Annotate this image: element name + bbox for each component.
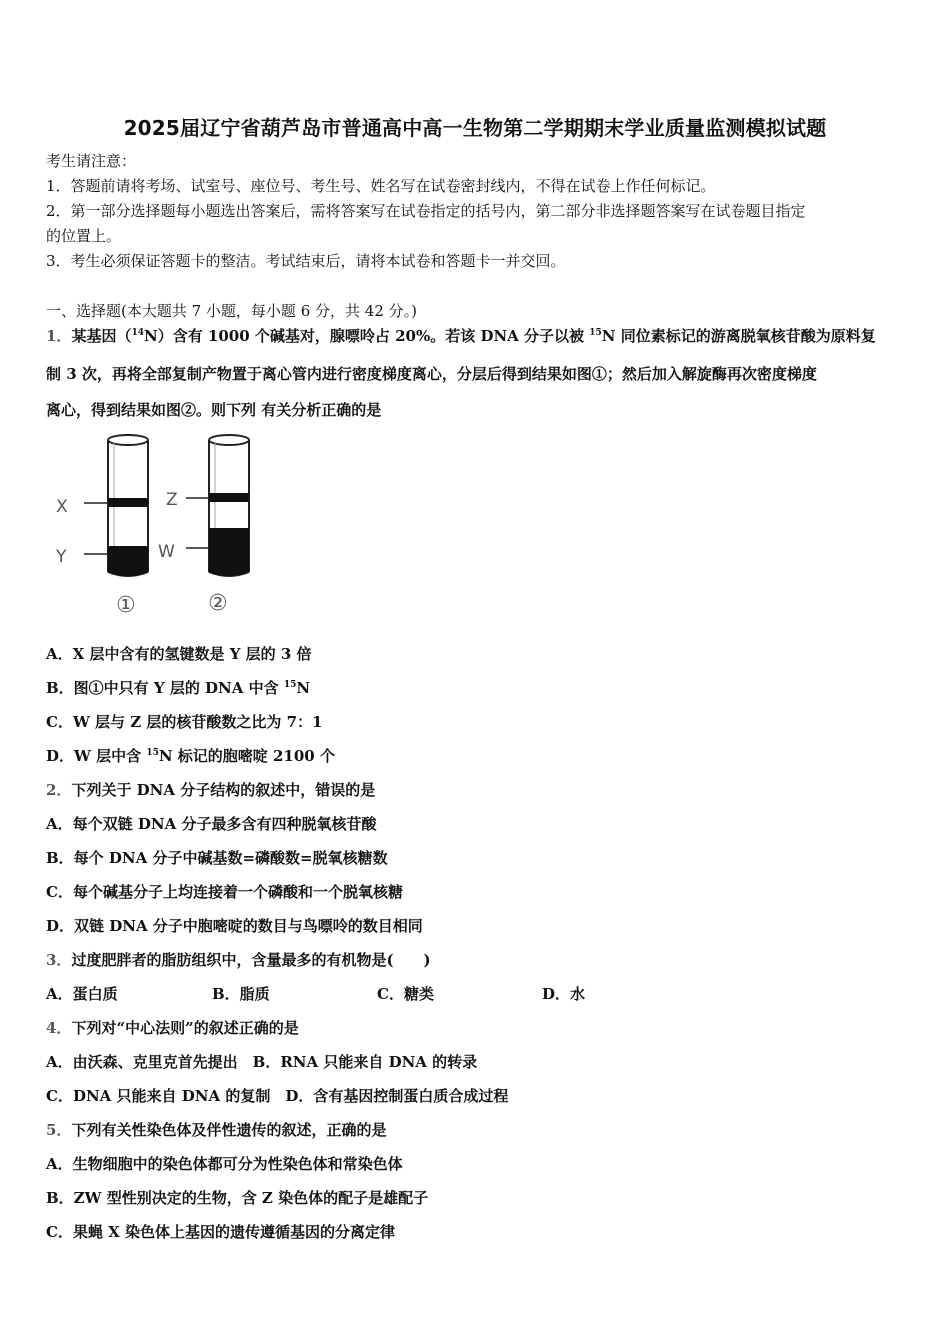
tube-1 — [108, 435, 148, 576]
q3-option-c: C．糖类 — [377, 985, 434, 1003]
q3-option-a: A．蛋白质 — [46, 985, 118, 1003]
notice-item-2: 2．第一部分选择题每小题选出答案后，需将答案写在试卷指定的括号内，第二部分非选择题答案写在试卷题目指定 — [46, 202, 806, 220]
notice-item-3: 3．考生必须保证答题卡的整洁。考试结束后，请将本试卷和答题卡一并交回。 — [46, 252, 566, 270]
q1-option-b-sup: 15 — [283, 680, 297, 690]
q1-stem-line1 — [46, 325, 876, 347]
q3-option-b: B．脂质 — [212, 985, 270, 1003]
q1-option-d-tail: N 标记的胞嘧啶 2100 个 — [158, 747, 335, 765]
q1-isotope-14: 14 — [131, 328, 144, 338]
q1-stem-line3: 离心，得到结果如图②。则下列 有关分析正确的是 — [46, 401, 382, 419]
q5-stem — [46, 1119, 386, 1141]
caption-1: ① — [116, 593, 136, 618]
q2-option-a: A．每个双链 DNA 分子最多含有四种脱氧核苷酸 — [46, 815, 377, 833]
q5-stem-text: 下列有关性染色体及伴性遗传的叙述，正确的是 — [71, 1121, 387, 1139]
q1-text-c: N 同位素标记的游离脱氧核苷酸为原料复 — [601, 327, 876, 345]
q1-isotope-15: 15 — [589, 328, 602, 338]
q2-number: 2． — [46, 781, 72, 799]
centrifuge-figure — [46, 430, 266, 620]
q2-stem-text: 下列关于 DNA 分子结构的叙述中，错误的是 — [71, 781, 376, 799]
label-z: Z — [166, 490, 178, 510]
q3-number: 3． — [46, 951, 72, 969]
page-title: 2025届辽宁省葫芦岛市普通高中高一生物第二学期期末学业质量监测模拟试题 — [123, 116, 827, 140]
q1-text-b: N）含有 1000 个碱基对，腺嘌呤占 20%。若该 DNA 分子以被 — [143, 327, 590, 345]
label-y: Y — [56, 547, 67, 567]
q4-options-row1: A．由沃森、克里克首先提出 B．RNA 只能来自 DNA 的转录 — [46, 1053, 478, 1071]
q2-option-d: D．双链 DNA 分子中胞嘧啶的数目与鸟嘌呤的数目相同 — [46, 917, 423, 935]
band-w — [209, 528, 249, 576]
q2-option-c: C．每个碱基分子上均连接着一个磷酸和一个脱氧核糖 — [46, 883, 403, 901]
section-heading: 一、选择题(本大题共 7 小题，每小题 6 分，共 42 分。) — [46, 302, 417, 320]
q3-option-d: D．水 — [542, 985, 586, 1003]
band-y — [108, 546, 148, 576]
q4-stem-text: 下列对“中心法则”的叙述正确的是 — [71, 1019, 299, 1037]
q1-option-d — [46, 745, 335, 767]
q1-option-b — [46, 677, 310, 699]
label-w: W — [158, 542, 175, 562]
notice-item-1: 1．答题前请将考场、试室号、座位号、考生号、姓名写在试卷密封线内，不得在试卷上作任何标记。 — [46, 177, 716, 195]
q1-number: 1． — [46, 327, 72, 345]
q1-stem-line2: 制 3 次，再将全部复制产物置于离心管内进行密度梯度离心，分层后得到结果如图①；然后加入解旋酶再次密度梯度 — [46, 365, 817, 383]
q1-option-b-tail: N — [296, 679, 311, 697]
q3-stem-text: 过度肥胖者的脂肪组织中，含量最多的有机物是( ) — [71, 951, 431, 969]
q1-option-b-text: B．图①中只有 Y 层的 DNA 中含 — [46, 679, 284, 697]
q1-option-a: A．X 层中含有的氢键数是 Y 层的 3 倍 — [46, 645, 312, 663]
notice-item-2-cont: 的位置上。 — [46, 227, 122, 245]
q5-option-a: A．生物细胞中的染色体都可分为性染色体和常染色体 — [46, 1155, 403, 1173]
band-z — [209, 493, 249, 502]
q1-text-a: 某基因（ — [71, 327, 132, 345]
q5-number: 5． — [46, 1121, 72, 1139]
q4-options-row2: C．DNA 只能来自 DNA 的复制 D．含有基因控制蛋白质合成过程 — [46, 1087, 509, 1105]
q4-stem — [46, 1017, 299, 1039]
q5-option-c: C．果蝇 X 染色体上基因的遗传遵循基因的分离定律 — [46, 1223, 396, 1241]
tube-2 — [209, 435, 249, 576]
band-x — [108, 498, 148, 507]
q1-option-d-sup: 15 — [146, 748, 159, 758]
caption-2: ② — [208, 591, 228, 616]
q1-option-d-text: D．W 层中含 — [46, 747, 147, 765]
q3-stem — [46, 949, 431, 971]
label-x: X — [56, 497, 68, 517]
q1-option-c: C．W 层与 Z 层的核苷酸数之比为 7：1 — [46, 713, 323, 731]
q2-option-b: B．每个 DNA 分子中碱基数=磷酸数=脱氧核糖数 — [46, 849, 388, 867]
q2-stem — [46, 779, 375, 801]
notice-heading: 考生请注意： — [46, 152, 137, 170]
q4-number: 4． — [46, 1019, 72, 1037]
q5-option-b: B．ZW 型性别决定的生物，含 Z 染色体的配子是雄配子 — [46, 1189, 429, 1207]
